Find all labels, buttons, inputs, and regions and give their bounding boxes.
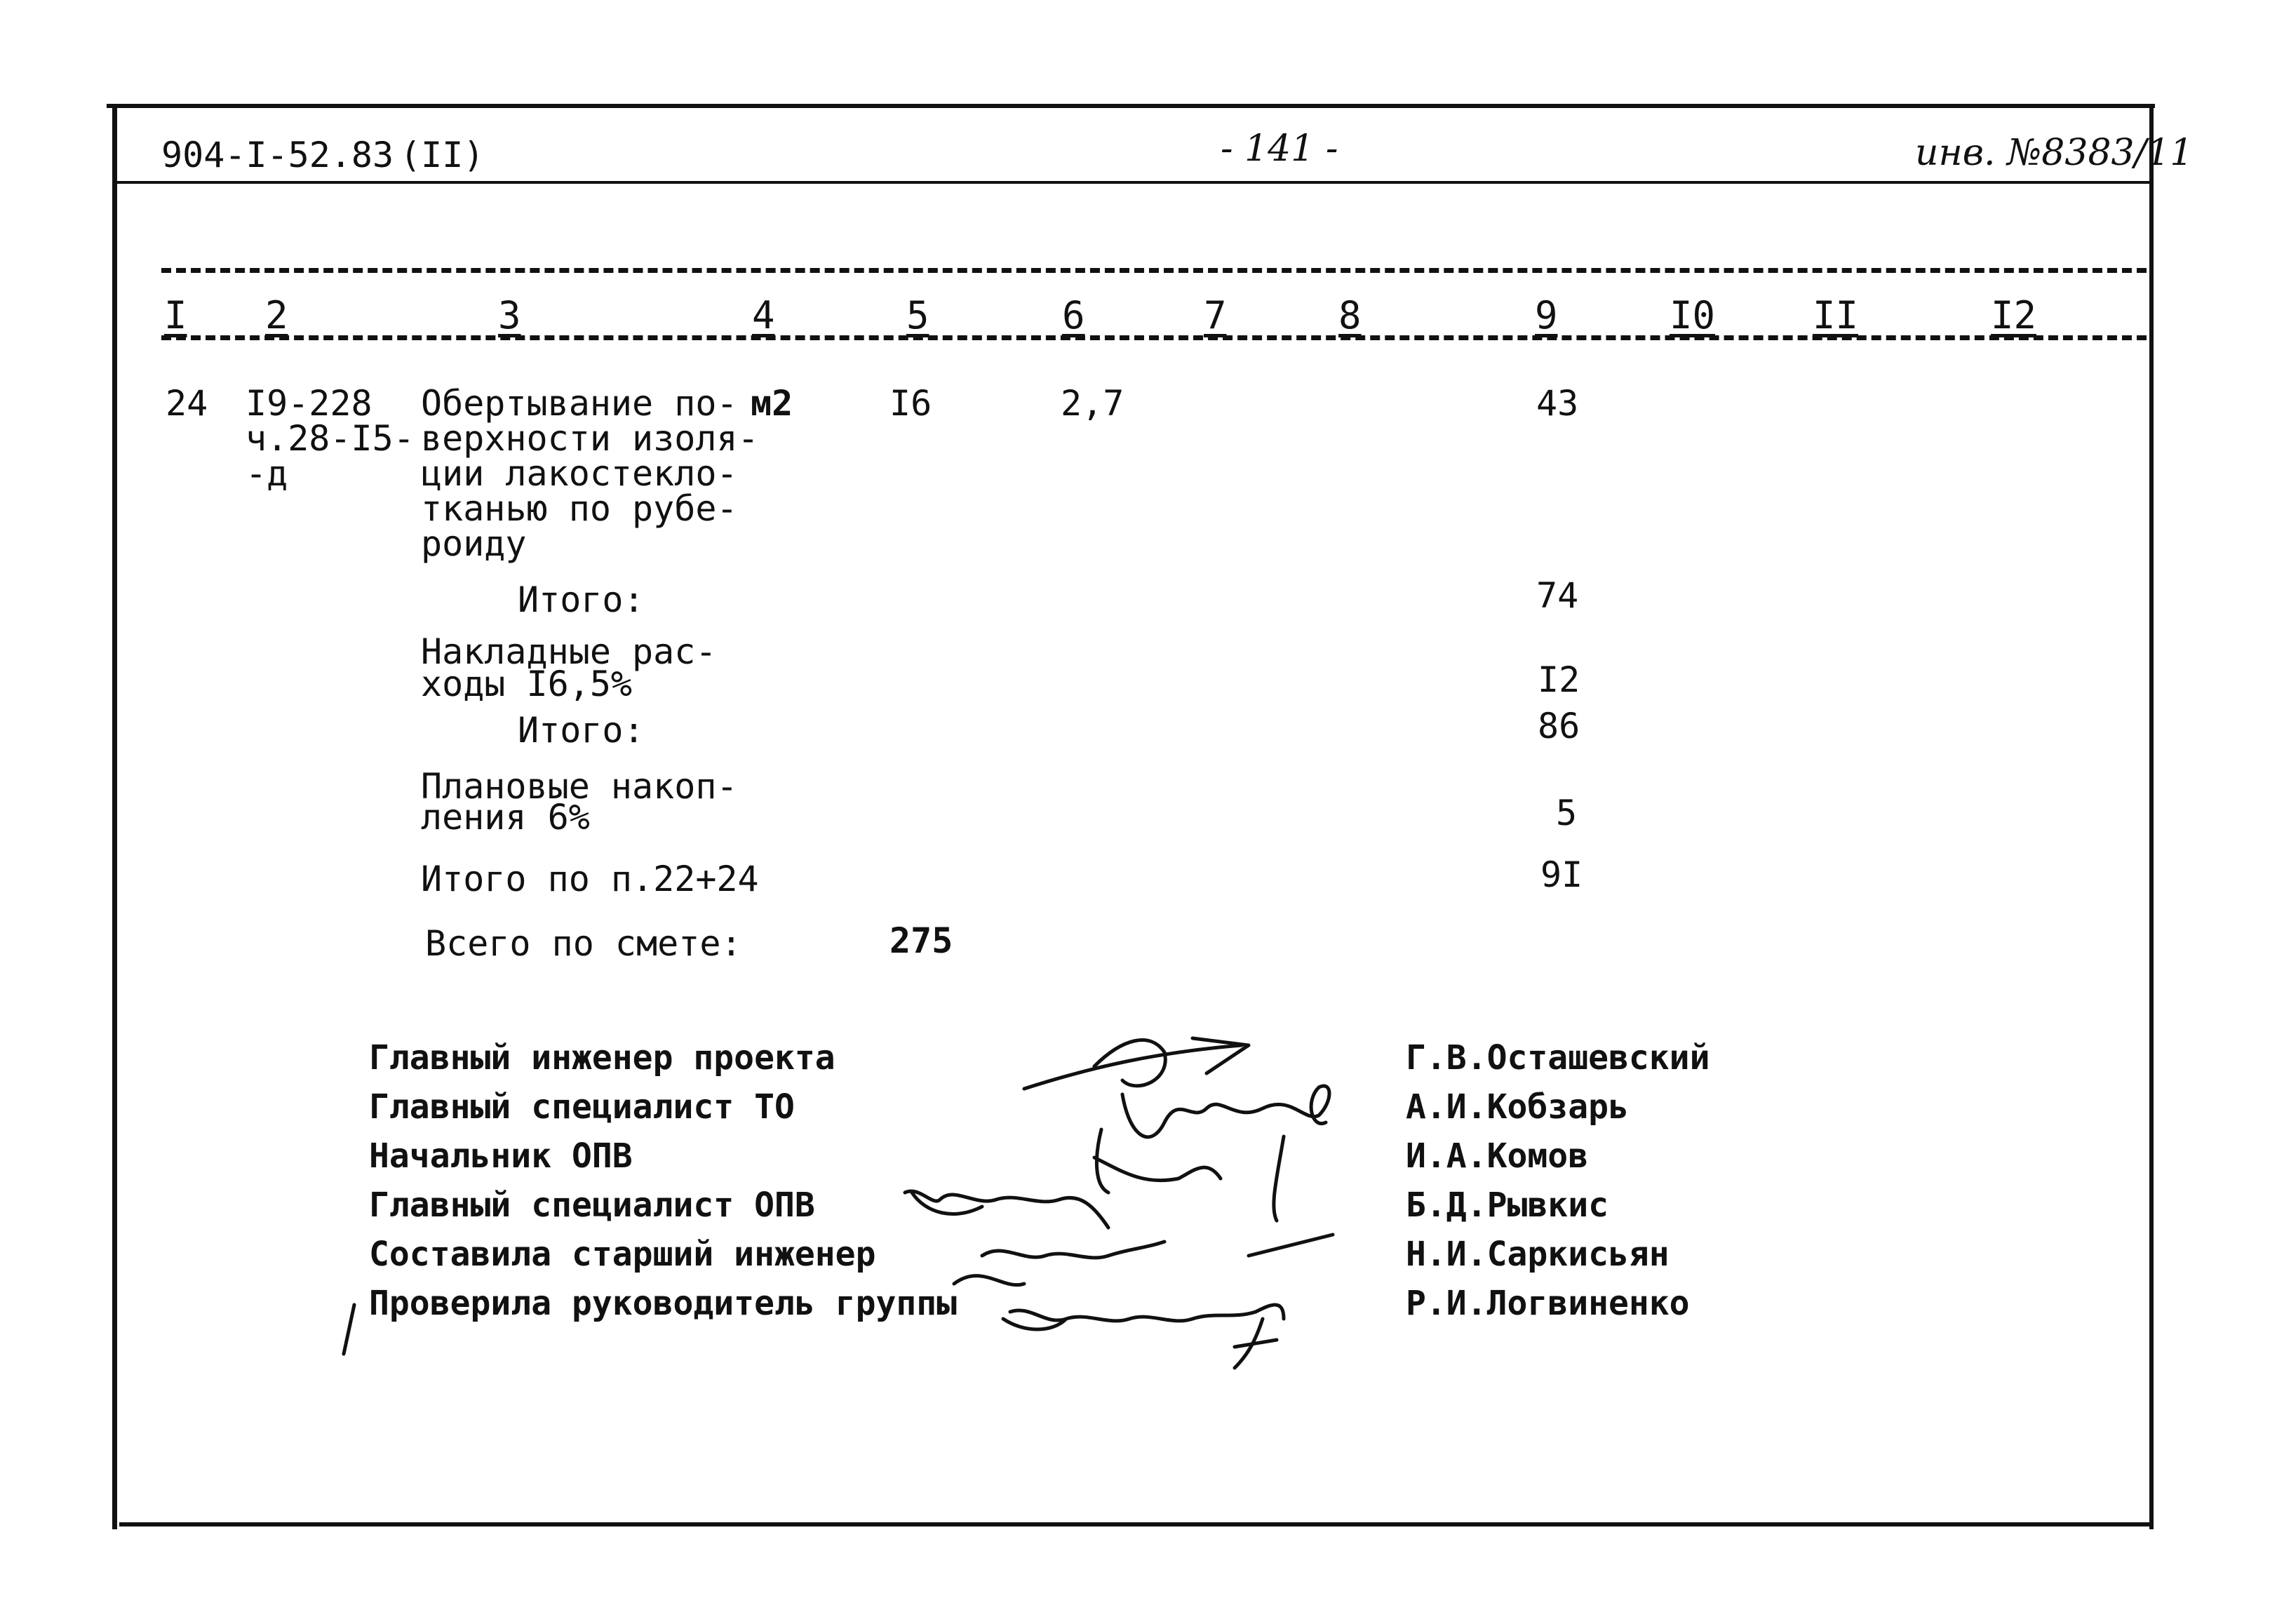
page-number: - 141 - xyxy=(1221,128,1338,170)
doc-part: (II) xyxy=(400,135,485,175)
overhead-label: ходы I6,5% xyxy=(421,664,633,704)
subtotal-label: Итого: xyxy=(518,579,645,620)
signatory-name: Р.И.Логвиненко xyxy=(1406,1284,1690,1323)
signatory-role: Главный специалист ОПВ xyxy=(369,1186,815,1225)
planned-savings-value: 5 xyxy=(1556,793,1578,833)
signatory-name: Г.В.Осташевский xyxy=(1406,1038,1710,1078)
column-number: I2 xyxy=(1991,293,2037,337)
doc-code: 904-I-52.83 xyxy=(161,135,394,175)
grand-total-value: 275 xyxy=(889,920,953,961)
overhead-label: Накладные рас- xyxy=(421,631,717,672)
column-number: 8 xyxy=(1338,293,1362,337)
work-description-line: Обертывание по- xyxy=(421,383,738,424)
subtotal-value: 74 xyxy=(1536,575,1579,616)
subtotal-value: 86 xyxy=(1538,706,1580,746)
inventory-number: инв. №8383/11 xyxy=(1915,132,2194,174)
row-number: 24 xyxy=(166,383,208,424)
planned-savings-label: ления 6% xyxy=(421,797,590,838)
column-number: 7 xyxy=(1204,293,1227,337)
signatory-role: Главный инженер проекта xyxy=(369,1038,835,1078)
signatory-role: Проверила руководитель группы xyxy=(369,1284,958,1323)
norm-code-line: I9-228 xyxy=(246,383,372,424)
column-number: 9 xyxy=(1535,293,1558,337)
column-number: I xyxy=(164,293,187,337)
items-total-value: 9I xyxy=(1540,854,1583,895)
signatory-role: Начальник ОПВ xyxy=(369,1136,633,1176)
grand-total-label: Всего по смете: xyxy=(425,923,742,964)
signatory-role: Главный специалист ТО xyxy=(369,1087,795,1127)
work-description-line: верхности изоля- xyxy=(421,418,759,459)
norm-code-line: -д xyxy=(246,453,288,494)
norm-code-line: ч.28-I5- xyxy=(246,418,415,459)
signatory-name: И.А.Комов xyxy=(1406,1136,1589,1176)
work-description-line: роиду xyxy=(421,523,527,564)
column-number: 6 xyxy=(1062,293,1085,337)
items-total-label: Итого по п.22+24 xyxy=(421,859,759,899)
signatory-name: Н.И.Саркисьян xyxy=(1406,1235,1670,1274)
column-number: 4 xyxy=(752,293,775,337)
row-total: 43 xyxy=(1536,383,1579,424)
signatory-name: Б.Д.Рывкис xyxy=(1406,1186,1609,1225)
planned-savings-label: Плановые накоп- xyxy=(421,766,738,807)
column-number: II xyxy=(1813,293,1859,337)
signatory-name: А.И.Кобзарь xyxy=(1406,1087,1629,1127)
column-number: 2 xyxy=(265,293,288,337)
unit-price: 2,7 xyxy=(1061,383,1124,424)
unit: м2 xyxy=(751,383,793,424)
signatory-role: Составила старший инженер xyxy=(369,1235,876,1274)
column-number: 5 xyxy=(906,293,929,337)
work-description-line: ции лакостекло- xyxy=(421,453,738,494)
work-description-line: тканью по рубе- xyxy=(421,488,738,529)
overhead-value: I2 xyxy=(1538,659,1580,700)
column-number: I0 xyxy=(1670,293,1716,337)
quantity: I6 xyxy=(889,383,932,424)
column-number: 3 xyxy=(498,293,521,337)
subtotal-label: Итого: xyxy=(518,710,645,751)
